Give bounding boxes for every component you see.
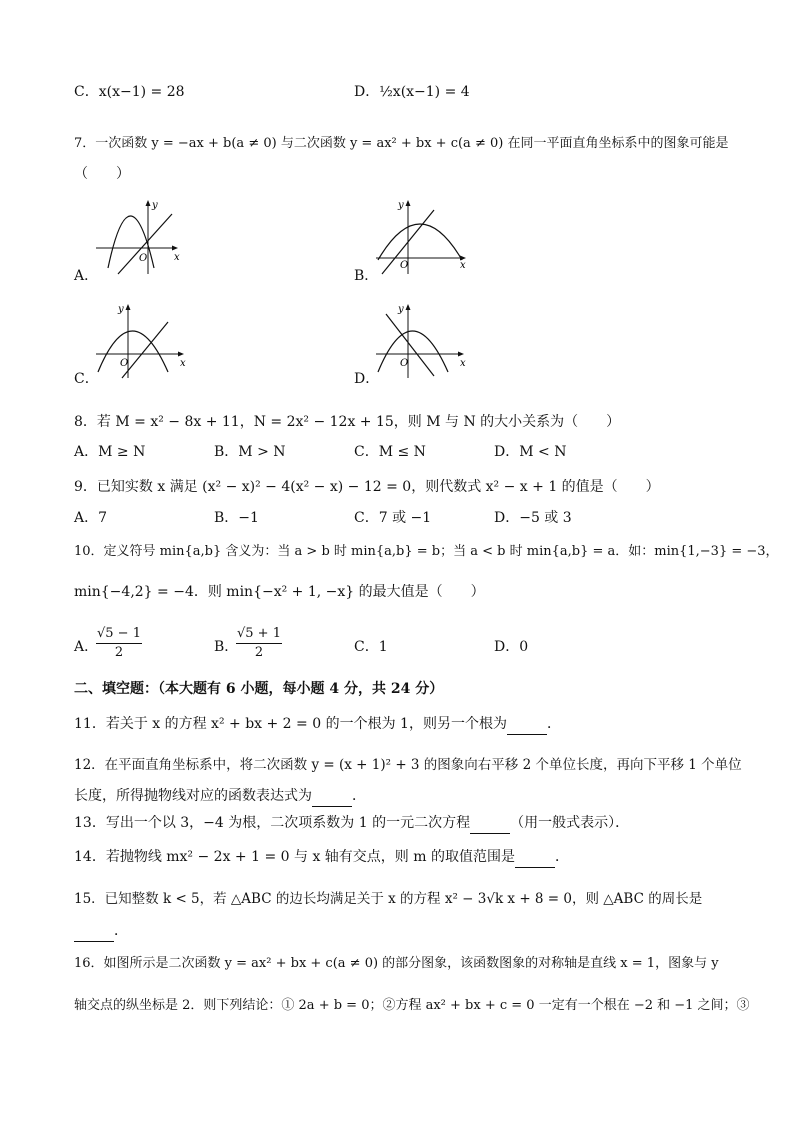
fraction-numerator: √5 − 1 (96, 626, 142, 644)
y-axis-arrow-icon (406, 200, 411, 206)
q6-option-d: D．½x(x−1) = 4 (354, 84, 470, 100)
axis-y-label: y (118, 304, 124, 315)
x-axis-arrow-icon (178, 352, 184, 357)
q15-blank[interactable] (74, 921, 114, 942)
q7-option-b-label: B． (354, 268, 379, 284)
line (118, 214, 172, 274)
x-axis-arrow-icon (458, 352, 464, 357)
fraction-numerator: √5 + 1 (236, 626, 282, 644)
q7-option-c-label: C． (74, 371, 99, 387)
y-axis-arrow-icon (406, 304, 411, 310)
axis-x-label: x (180, 358, 186, 369)
q9-option-b: B．−1 (214, 510, 259, 526)
q16-line2: 轴交点的纵坐标是 2．则下列结论：① 2a + b = 0；②方程 ax² + bx + c = 0 一定有一个根在 −2 和 −1 之间；③ (74, 998, 750, 1013)
q15-end: ． (114, 923, 128, 939)
q12-end: ． (352, 788, 366, 804)
axis-x-label: x (460, 260, 466, 271)
section-heading: 二、填空题：（本大题有 6 小题，每小题 4 分，共 24 分） (74, 681, 444, 697)
parabola (98, 331, 168, 372)
q7-graph-a (92, 196, 184, 278)
q8-option-a: A．M ≥ N (74, 444, 146, 460)
line (386, 314, 434, 376)
q9-stem: 9．已知实数 x 满足 (x² − x)² − 4(x² − x) − 12 = 0，则代数式 x² − x + 1 的值是（ ） (74, 479, 660, 495)
q14 (74, 847, 569, 868)
origin-label: O (120, 358, 129, 369)
q13-end: （用一般式表示）． (510, 815, 630, 831)
q13-blank[interactable] (470, 813, 510, 834)
q13-text: 13．写出一个以 3，−4 为根，二次项系数为 1 的一元二次方程 (74, 815, 471, 831)
q10-option-a-label: A． (74, 639, 99, 655)
origin-label: O (400, 260, 409, 271)
q12-blank[interactable] (312, 786, 352, 807)
axis-x-label: x (174, 252, 180, 263)
axis-x-label: x (460, 358, 466, 369)
axis-y-label: y (398, 304, 404, 315)
q8-option-d: D．M < N (494, 444, 567, 460)
y-axis-arrow-icon (146, 200, 151, 206)
q11-text: 11．若关于 x 的方程 x² + bx + 2 = 0 的一个根为 1，则另一个根为 (74, 716, 507, 732)
q9-options (0, 508, 794, 532)
q8-option-c: C．M ≤ N (354, 444, 426, 460)
axis-y-label: y (152, 200, 158, 211)
q10-line1: 10．定义符号 min{a,b} 含义为：当 a > b 时 min{a,b} = b；当 a < b 时 min{a,b} = a．如：min{1,−3} = −3， (74, 544, 779, 559)
q15-line1: 15．已知整数 k < 5，若 △ABC 的边长均满足关于 x 的方程 x² − 3√k x + 8 = 0，则 △ABC 的周长是 (74, 891, 703, 907)
q6-options (0, 82, 794, 106)
q10-line2: min{−4,2} = −4．则 min{−x² + 1, −x} 的最大值是（ ） (74, 584, 485, 600)
q13 (74, 813, 629, 834)
parabola (378, 224, 462, 260)
line (122, 322, 168, 378)
q11-blank[interactable] (507, 714, 547, 735)
q11 (74, 714, 561, 735)
q10-option-b-fraction (236, 626, 282, 662)
q9-option-a: A．7 (74, 510, 108, 526)
q7-graph-c (92, 300, 192, 382)
origin-label: O (400, 358, 409, 369)
q8-stem: 8．若 M = x² − 8x + 11，N = 2x² − 12x + 15，则 M 与 N 的大小关系为（ ） (74, 414, 621, 430)
q7-paren: （ ） (74, 166, 130, 182)
q14-blank[interactable] (515, 847, 555, 868)
q11-end: ． (546, 716, 561, 732)
q12-text: 长度，所得抛物线对应的函数表达式为 (74, 788, 312, 804)
q15-line2 (74, 921, 128, 942)
q10-option-c: C．1 (354, 639, 388, 655)
q6-option-c: C．x(x−1) = 28 (74, 84, 185, 100)
origin-label: O (139, 253, 148, 264)
q9-option-c: C．7 或 −1 (354, 510, 432, 526)
q12-line1: 12．在平面直角坐标系中，将二次函数 y = (x + 1)² + 3 的图象向右平移 2 个单位长度，再向下平移 1 个单位 (74, 757, 742, 773)
parabola (378, 331, 448, 372)
q10-option-b-label: B． (214, 639, 239, 655)
q16-line1: 16．如图所示是二次函数 y = ax² + bx + c(a ≠ 0) 的部分图象，该函数图象的对称轴是直线 x = 1，图象与 y (74, 956, 719, 971)
x-axis-arrow-icon (172, 246, 178, 251)
q10-option-d: D．0 (494, 639, 529, 655)
q7-graph-d (372, 300, 472, 382)
q8-options (0, 442, 794, 466)
q7-option-a-label: A． (74, 268, 99, 284)
fraction-denominator: 2 (254, 645, 264, 660)
q10-option-a-fraction (96, 626, 142, 662)
q14-end: ． (554, 849, 569, 865)
y-axis-arrow-icon (126, 304, 131, 310)
q12-line2 (74, 786, 366, 807)
q7-option-d-label: D． (354, 371, 380, 387)
q14-text: 14．若抛物线 mx² − 2x + 1 = 0 与 x 轴有交点，则 m 的取值范围是 (74, 849, 515, 865)
q7-graph-b (372, 196, 472, 278)
fraction-denominator: 2 (114, 645, 124, 660)
q9-option-d: D．−5 或 3 (494, 510, 572, 526)
q8-option-b: B．M > N (214, 444, 286, 460)
q7-stem: 7．一次函数 y = −ax + b(a ≠ 0) 与二次函数 y = ax² + bx + c(a ≠ 0) 在同一平面直角坐标系中的图象可能是 (74, 136, 729, 151)
axis-y-label: y (398, 200, 404, 211)
